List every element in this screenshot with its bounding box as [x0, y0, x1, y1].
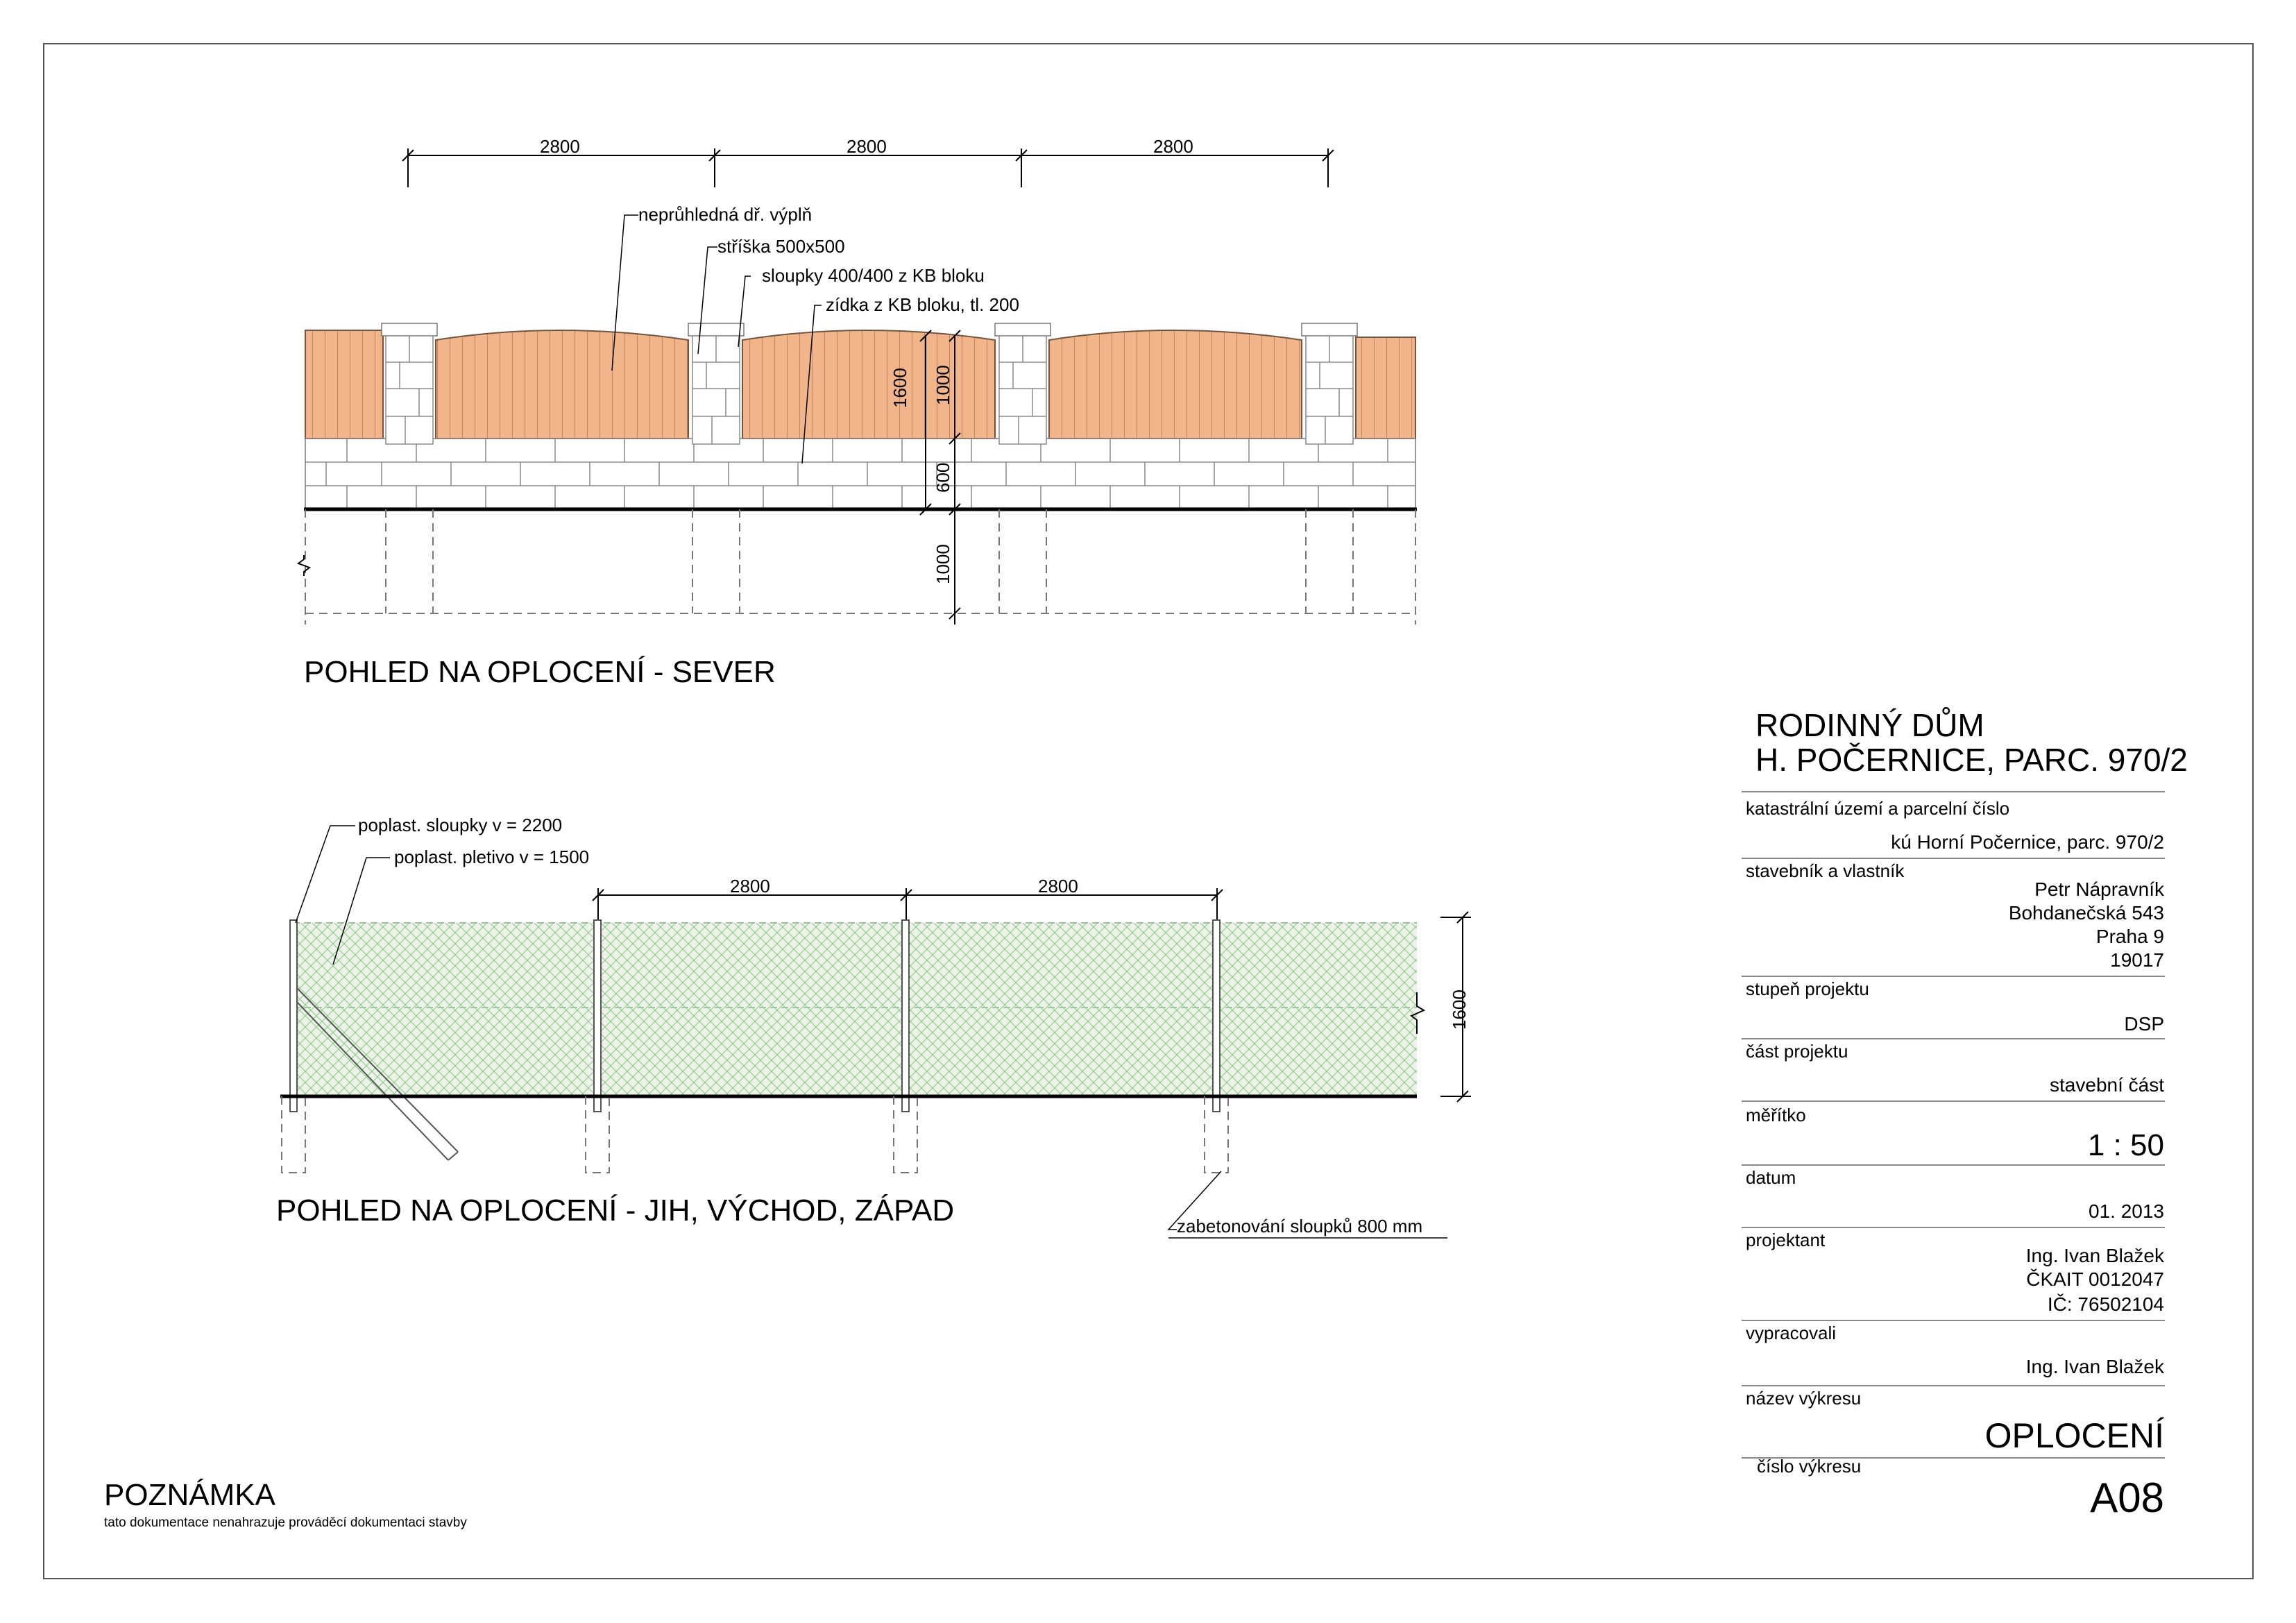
wood-panel-1: [305, 330, 383, 439]
dim-vertical-panel: 1000: [933, 365, 953, 405]
scale-value: 1 : 50: [2087, 1128, 2164, 1162]
tb-divider: [1742, 858, 2165, 859]
dim-vertical-total: 1600: [890, 368, 910, 408]
steel-post-1: [290, 920, 297, 1112]
label-steel-posts: poplast. sloupky v = 2200: [358, 815, 563, 835]
tb-divider: [1742, 976, 2165, 977]
part-label: část projektu: [1746, 1041, 1848, 1062]
north-view-title: POHLED NA OPLOCENÍ - SEVER: [304, 655, 776, 689]
designer-name: Ing. Ivan Blažek: [2025, 1245, 2164, 1266]
cadastral-value: kú Horní Počernice, parc. 970/2: [1891, 831, 2164, 853]
label-concrete: zabetonování sloupků 800 mm: [1177, 1216, 1423, 1237]
north-dim-3: 2800: [1153, 136, 1193, 157]
wood-panel-3: [742, 330, 995, 439]
drawing-name-label: název výkresu: [1746, 1388, 1862, 1409]
note-text: tato dokumentace nenahrazuje prováděcí dokumentaci stavby: [104, 1515, 467, 1530]
tb-divider: [1742, 1385, 2165, 1386]
part-value: stavební část: [2050, 1074, 2164, 1096]
tb-divider: [1742, 1320, 2165, 1321]
south-dimension-chain: [593, 888, 1223, 923]
label-posts: sloupky 400/400 z KB bloku: [762, 265, 985, 286]
note-title: POZNÁMKA: [104, 1478, 275, 1512]
label-infill: neprůhledná dř. výplň: [638, 204, 813, 225]
label-mesh: poplast. pletivo v = 1500: [394, 847, 590, 867]
label-wall: zídka z KB bloku, tl. 200: [826, 294, 1019, 315]
prepared-label: vypracovali: [1746, 1323, 1837, 1343]
dim-vertical-wall: 600: [933, 462, 953, 493]
drawing-number-value: A08: [2090, 1475, 2164, 1521]
owner-street: Bohdanečská 543: [2008, 902, 2164, 924]
owner-name: Petr Nápravník: [2034, 878, 2164, 900]
wood-panels: [305, 330, 1415, 439]
south-view-title: POHLED NA OPLOCENÍ - JIH, VÝCHOD, ZÁPAD: [276, 1193, 955, 1227]
steel-post-3: [902, 920, 909, 1112]
owner-city: Praha 9: [2095, 926, 2164, 947]
north-dim-1: 2800: [540, 136, 580, 157]
steel-post-2: [594, 920, 601, 1112]
stage-value: DSP: [2124, 1013, 2164, 1035]
tb-divider: [1742, 1227, 2165, 1228]
scale-label: měřítko: [1746, 1105, 1806, 1125]
date-value: 01. 2013: [2089, 1200, 2164, 1222]
tb-divider: [1742, 1101, 2165, 1102]
dim-vertical-foundation: 1000: [933, 544, 953, 584]
tb-divider: [1742, 791, 2165, 792]
drawing-number-label: číslo výkresu: [1757, 1456, 1862, 1477]
owner-label: stavebník a vlastník: [1746, 860, 1905, 881]
break-symbol: [298, 555, 309, 576]
designer-label: projektant: [1746, 1230, 1826, 1250]
masonry-post-4: [1302, 323, 1357, 444]
south-dim-height: 1600: [1449, 989, 1470, 1030]
wood-panel-4: [1049, 330, 1302, 439]
north-dim-2: 2800: [847, 136, 887, 157]
tb-divider: [1742, 1038, 2165, 1039]
tb-divider: [1742, 1164, 2165, 1166]
designer-ckait: ČKAIT 0012047: [2026, 1268, 2164, 1290]
wood-panel-5: [1356, 337, 1415, 439]
stage-label: stupeň projektu: [1746, 978, 1869, 999]
chain-link-mesh: [293, 923, 1417, 1095]
prepared-value: Ing. Ivan Blažek: [2025, 1356, 2164, 1377]
steel-post-4: [1213, 920, 1220, 1112]
south-dim-2: 2800: [1038, 876, 1078, 897]
masonry-post-2: [688, 323, 744, 444]
cadastral-label: katastrální území a parcelní číslo: [1746, 798, 2010, 819]
owner-zip: 19017: [2110, 949, 2164, 971]
label-cap: stříška 500x500: [717, 236, 845, 257]
south-dim-1: 2800: [730, 876, 770, 897]
project-title-line1: RODINNÝ DŮM: [1755, 707, 1984, 743]
designer-ico: IČ: 76502104: [2047, 1293, 2164, 1315]
date-label: datum: [1746, 1167, 1796, 1188]
masonry-post-3: [995, 323, 1051, 444]
masonry-post-1: [382, 323, 437, 444]
drawing-name-value: OPLOCENÍ: [1984, 1416, 2164, 1455]
block-wall: [305, 439, 1415, 508]
north-foundations: [305, 509, 1415, 624]
wood-panel-2: [436, 330, 688, 439]
project-title-line2: H. POČERNICE, PARC. 970/2: [1755, 742, 2188, 778]
